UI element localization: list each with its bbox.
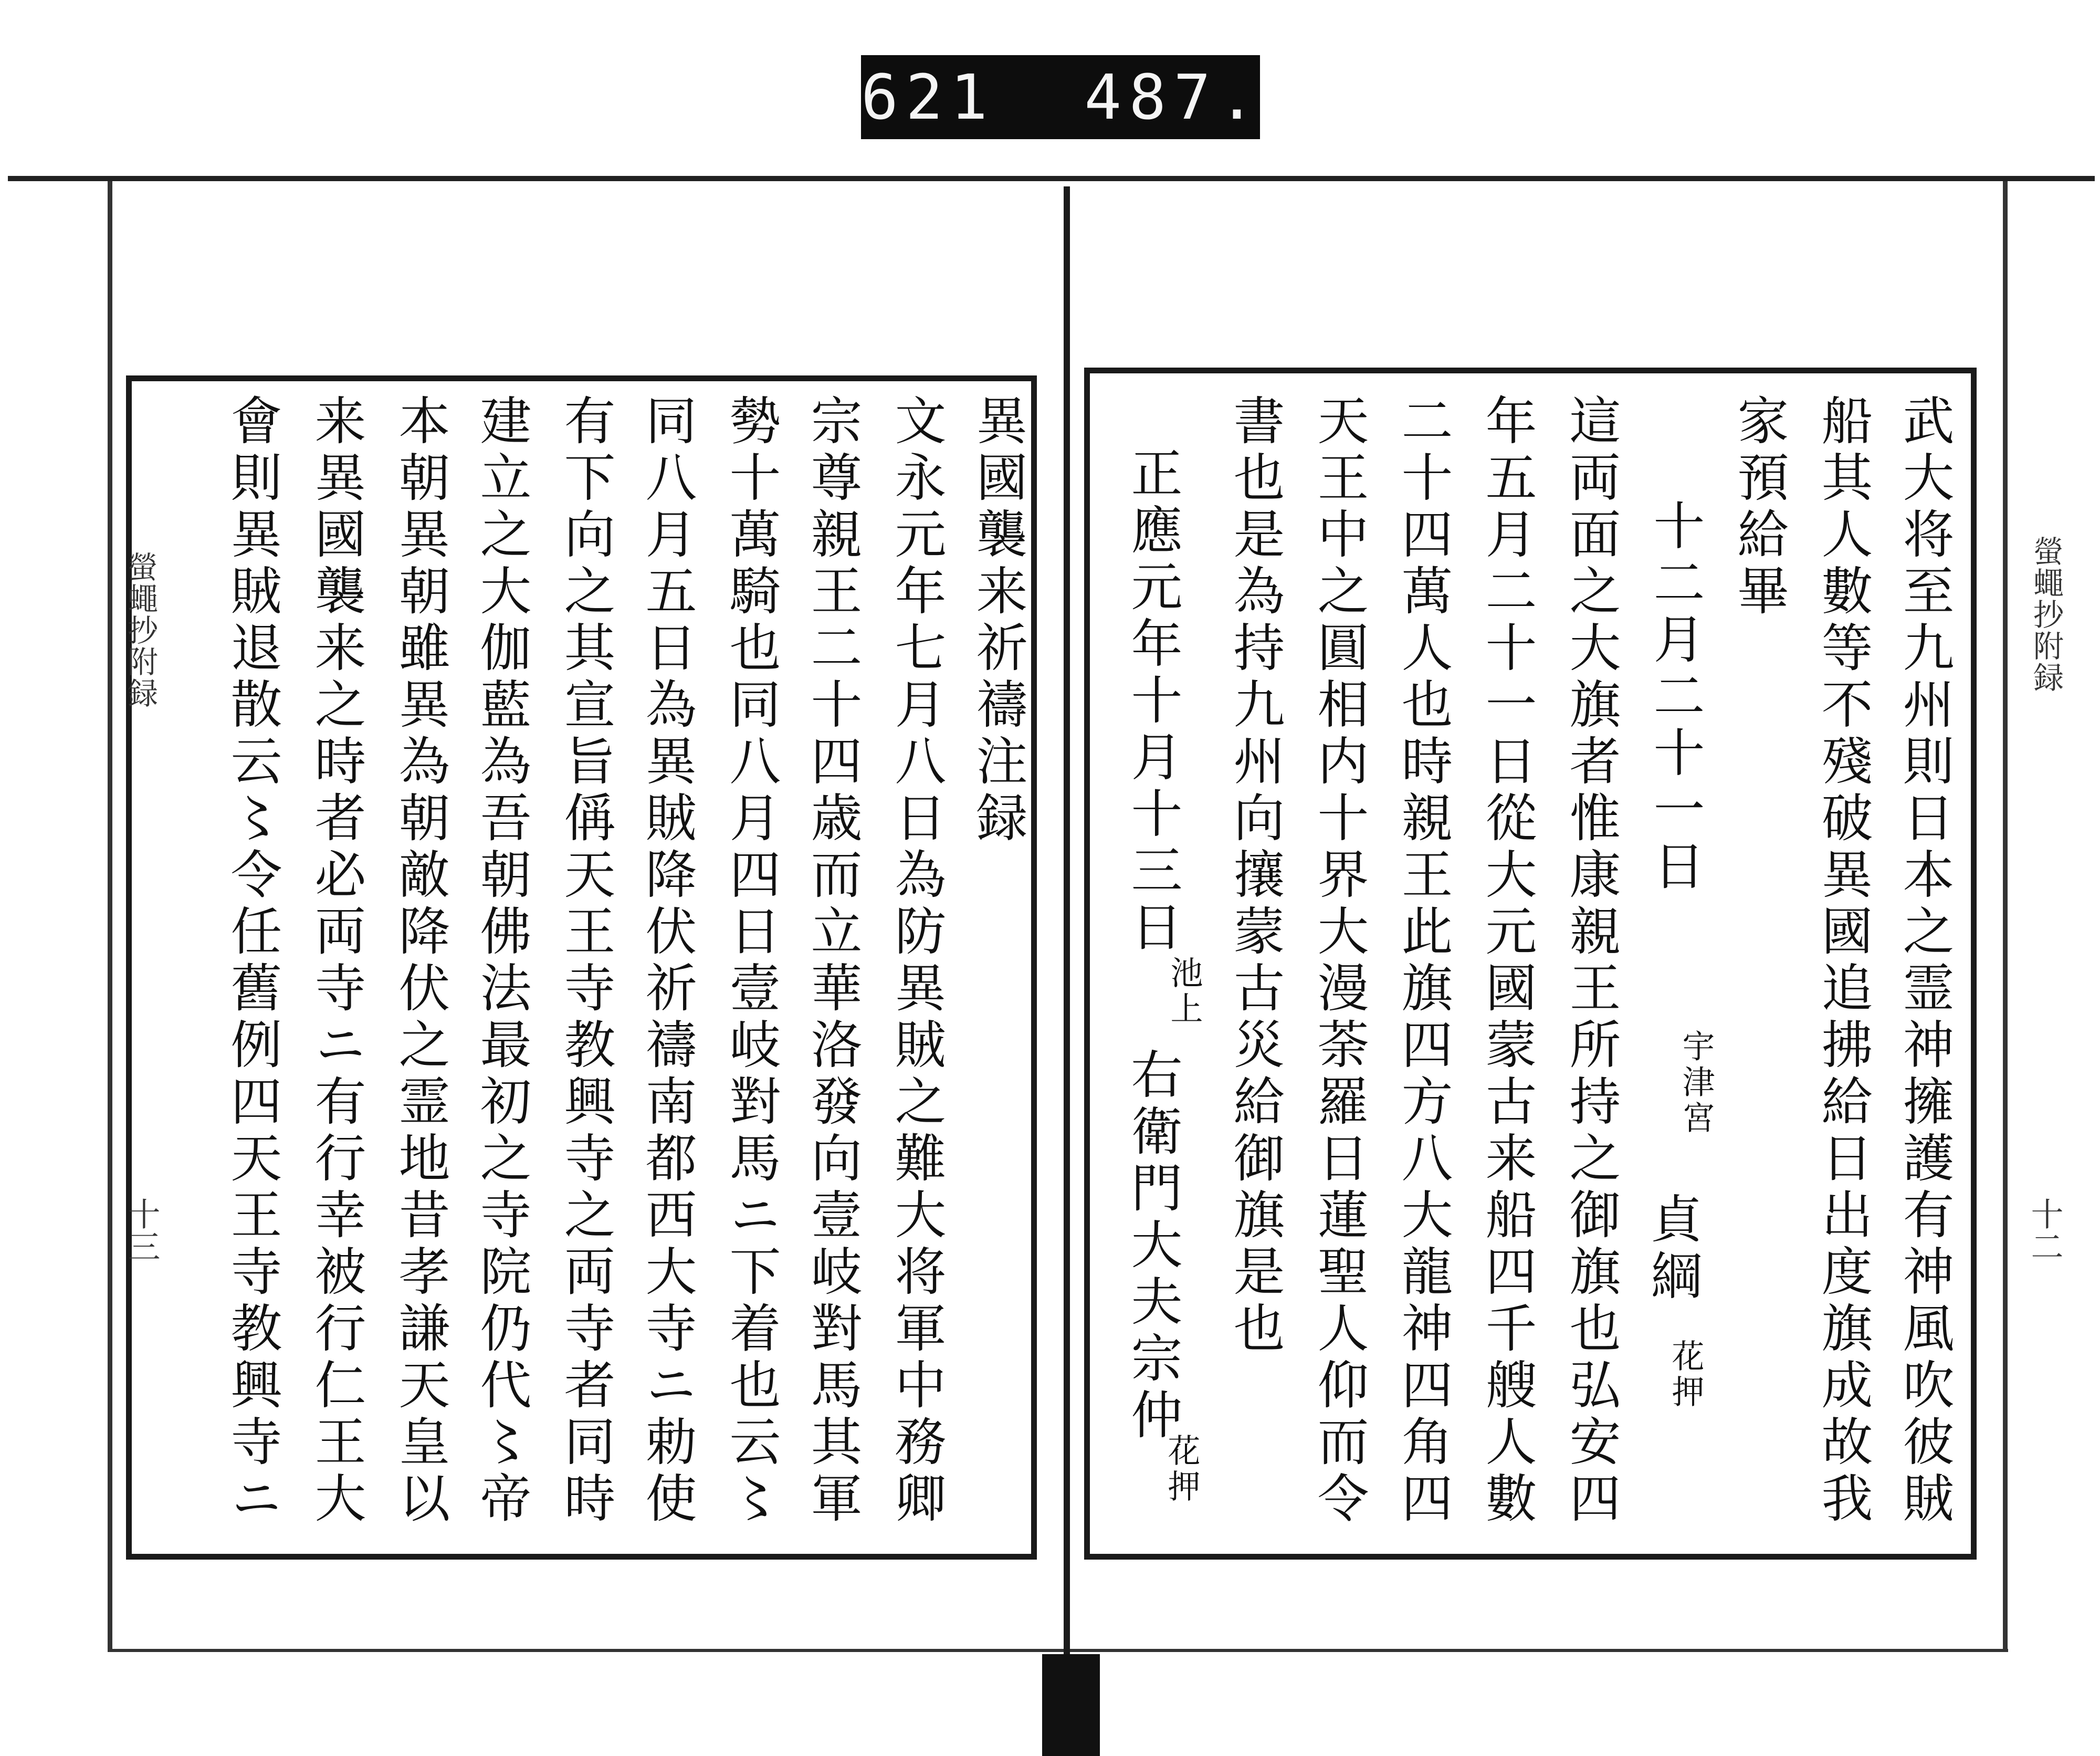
left-col-4: 勢十萬騎也同八月四日壹岐對馬ニ下着也云〻: [721, 394, 781, 1528]
left-col-10: 會則異賊退散云〻令任舊例四天王寺教興寺ニ: [222, 394, 282, 1528]
right-signer-name: 貞綱: [1642, 1192, 1702, 1305]
right-col-1: 武大将至九州則日本之霊神擁護有神風吹彼賊: [1894, 394, 1954, 1528]
spine-block: [1042, 1654, 1100, 1756]
right-page-edge: [2003, 181, 2008, 1652]
left-page-edge: [108, 181, 112, 1652]
right-signer-place: 宇津宮: [1677, 1029, 1715, 1136]
right-col-12: 書也是為持九州向攘蒙古災給御旗是也: [1225, 394, 1285, 1358]
right-signer2-name: 右衛門大夫宗仲: [1122, 1048, 1182, 1445]
right-col-8: 這両面之大旗者惟康親王所持之御旗也弘安四: [1561, 394, 1621, 1528]
right-page-number: 十二: [2025, 1197, 2064, 1262]
right-kao-2: 花押: [1162, 1434, 1201, 1505]
right-margin-title: 螢蠅抄附録: [2028, 536, 2064, 693]
archive-label: 621 487.: [861, 55, 1260, 139]
right-col-2: 船其人數等不殘破異國追拂給日出度旗成故我: [1813, 394, 1873, 1528]
left-col-5: 同八月五日為異賊降伏祈禱南都西大寺ニ勅使: [637, 394, 697, 1528]
left-col-3: 宗尊親王二十四歳而立華洛發向壹岐對馬其軍: [802, 394, 862, 1528]
right-col-date-2: 正應元年十月十三日: [1122, 446, 1182, 957]
left-margin-title: 螢蠅抄附録: [122, 551, 158, 709]
right-col-3: 家預給畢: [1729, 394, 1789, 621]
right-kao-1: 花押: [1666, 1339, 1705, 1410]
left-col-8: 本朝異朝雖異為朝敵降伏之霊地昔孝謙天皇以: [390, 394, 450, 1528]
bottom-rule: [108, 1649, 2008, 1652]
left-col-2: 文永元年七月八日為防異賊之難大将軍中務卿: [886, 394, 946, 1528]
left-col-6: 有下向之其宣旨偁天王寺教興寺之両寺者同時: [555, 394, 615, 1528]
left-col-7: 建立之大伽藍為吾朝佛法最初之寺院仍代〻帝: [471, 394, 531, 1528]
right-col-10: 二十四萬人也時親王此旗四方八大龍神四角四: [1393, 394, 1453, 1528]
top-rule: [8, 176, 2095, 181]
right-col-9: 年五月二十一日從大元國蒙古来船四千艘人數: [1477, 394, 1537, 1528]
right-col-11: 天王中之圓相内十界大漫荼羅日蓮聖人仰而令: [1309, 394, 1369, 1528]
left-col-9: 来異國襲来之時者必両寺ニ有行幸被行仁王大: [306, 394, 366, 1528]
left-col-title: 異國襲来祈禱注録: [968, 394, 1027, 848]
left-page-number: 十三: [122, 1197, 161, 1262]
right-signer2-place: 池上: [1165, 956, 1203, 1027]
spine-wire: [1064, 186, 1070, 1662]
right-col-date: 十二月二十一日: [1645, 499, 1705, 896]
